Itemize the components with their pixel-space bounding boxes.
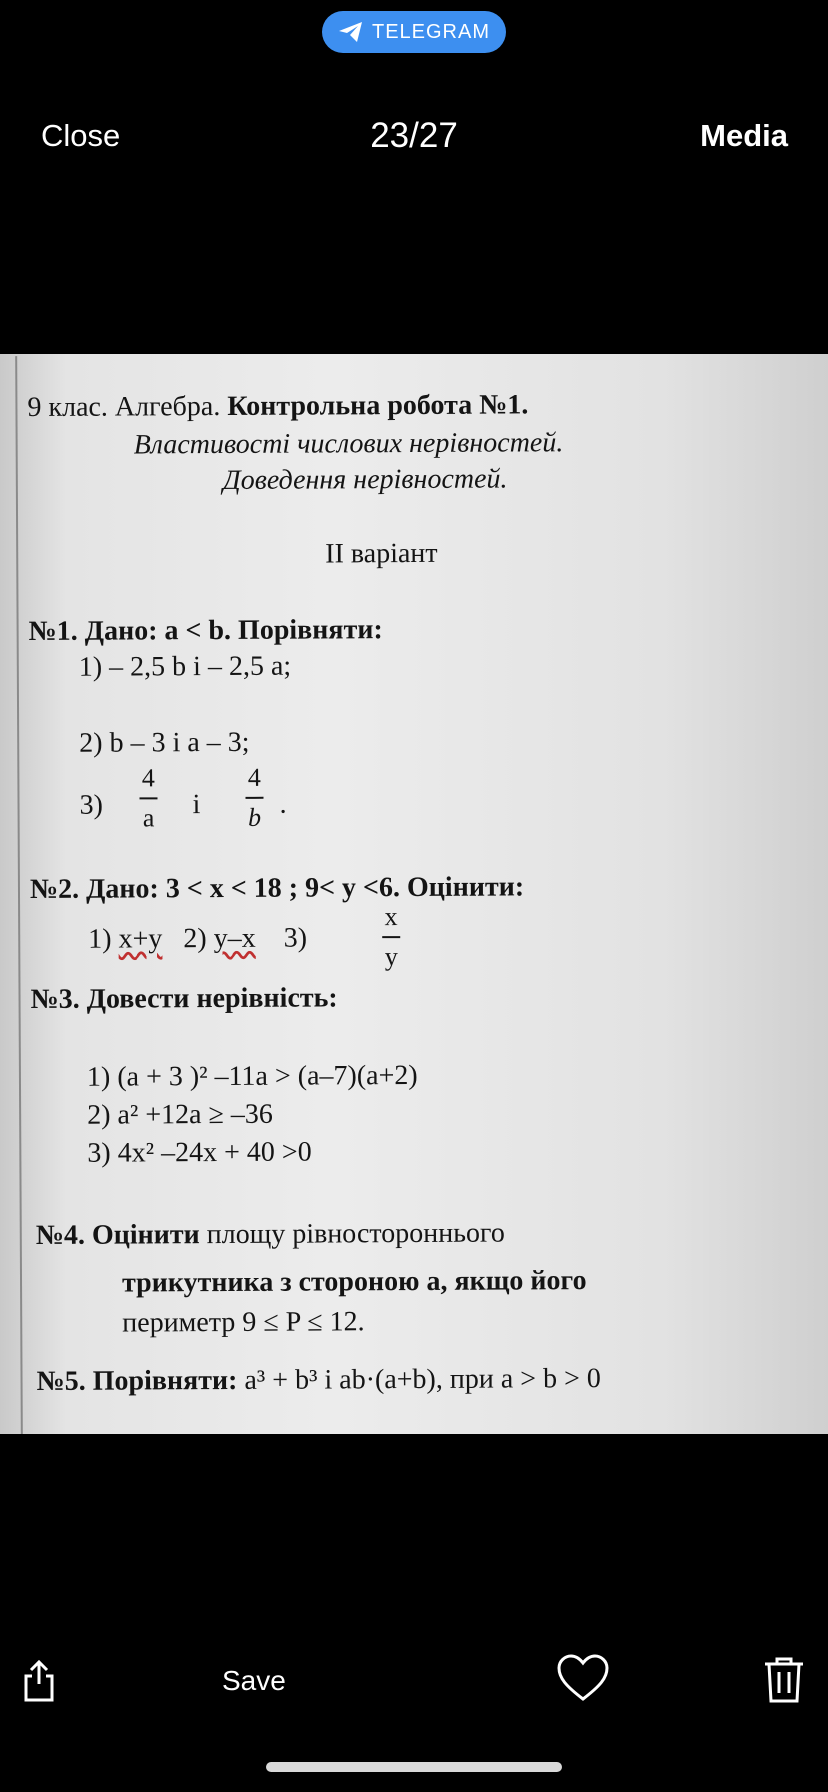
variant-label: II варіант [325,537,438,570]
task5-head-bold: №5. Порівняти: [36,1364,238,1397]
subtitle-2: Доведення нерівностей. [222,463,508,496]
task2-frac-numerator: x [384,902,398,932]
task2-item1-expr: x+y [118,923,163,955]
task1-item3-num: 3) [79,789,103,821]
task2-frac-denominator: y [384,942,398,972]
close-button[interactable]: Close [41,118,121,153]
media-button[interactable]: Media [700,118,788,153]
task2-item3-num: 3) [283,922,308,954]
subtitle-1: Властивості числових нерівностей. [133,427,564,461]
paper-plane-icon [338,21,364,43]
task4-head-rest: площу рівностороннього [199,1217,505,1251]
task4-head-bold: №4. Оцінити [35,1219,200,1251]
frac2-bar [245,797,263,799]
home-indicator [266,1762,562,1772]
task1-head: №1. Дано: a < b. Порівняти: [28,614,383,648]
frac1-numerator: 4 [141,763,155,793]
task2-head: №2. Дано: 3 < x < 18 ; 9< y <6. Оцінити: [29,871,525,906]
task1-item1: 1) – 2,5 b і – 2,5 a; [78,650,292,683]
task2-frac-bar [382,936,400,938]
worksheet-title [27,389,528,424]
media-counter: 23/27 [370,116,458,155]
task3-head: №3. Довести нерівність: [30,982,338,1016]
task3-item2: 2) a² +12a ≥ –36 [87,1098,273,1131]
task3-item1: 1) (a + 3 )² –11a > (a–7)(a+2) [86,1059,418,1093]
title-plain: 9 клас. Алгебра. [27,391,221,424]
task2-item2-num: 2) [183,923,207,955]
telegram-source-badge[interactable] [322,11,506,53]
task3-item3: 3) 4x² –24x + 40 >0 [87,1136,312,1169]
trash-icon[interactable] [762,1656,806,1704]
task2-items [88,923,307,956]
task2-item2-expr: y–x [213,922,256,955]
task4-line3: периметр 9 ≤ P ≤ 12. [122,1306,365,1339]
task2-item1-num: 1) [88,923,112,955]
telegram-label: TELEGRAM [371,20,491,43]
task1-item2: 2) b – 3 і a – 3; [79,726,250,759]
task4-line2: трикутника з стороною a, якщо його [121,1265,587,1299]
task1-fraction-1 [139,763,157,833]
task5-line [36,1363,600,1398]
task2-fraction [382,902,400,972]
title-bold: Контрольна робота №1. [227,389,529,422]
worksheet-photo[interactable] [0,354,828,1434]
task1-item3-end: . [279,788,287,820]
worksheet-paper [0,354,828,1434]
save-button[interactable]: Save [222,1665,286,1696]
share-icon[interactable] [22,1660,56,1702]
frac2-numerator: 4 [247,762,261,792]
paper-edge-line [15,356,23,1434]
task5-head-rest: a³ + b³ і ab·(a+b), при a > b > 0 [237,1363,601,1396]
task1-item3-and: і [192,789,201,821]
task4-head [36,1218,505,1252]
frac1-denominator: a [142,803,155,833]
heart-icon[interactable] [556,1654,610,1702]
task1-fraction-2 [245,763,263,833]
frac1-bar [139,797,157,799]
frac2-denominator: b [248,802,262,832]
